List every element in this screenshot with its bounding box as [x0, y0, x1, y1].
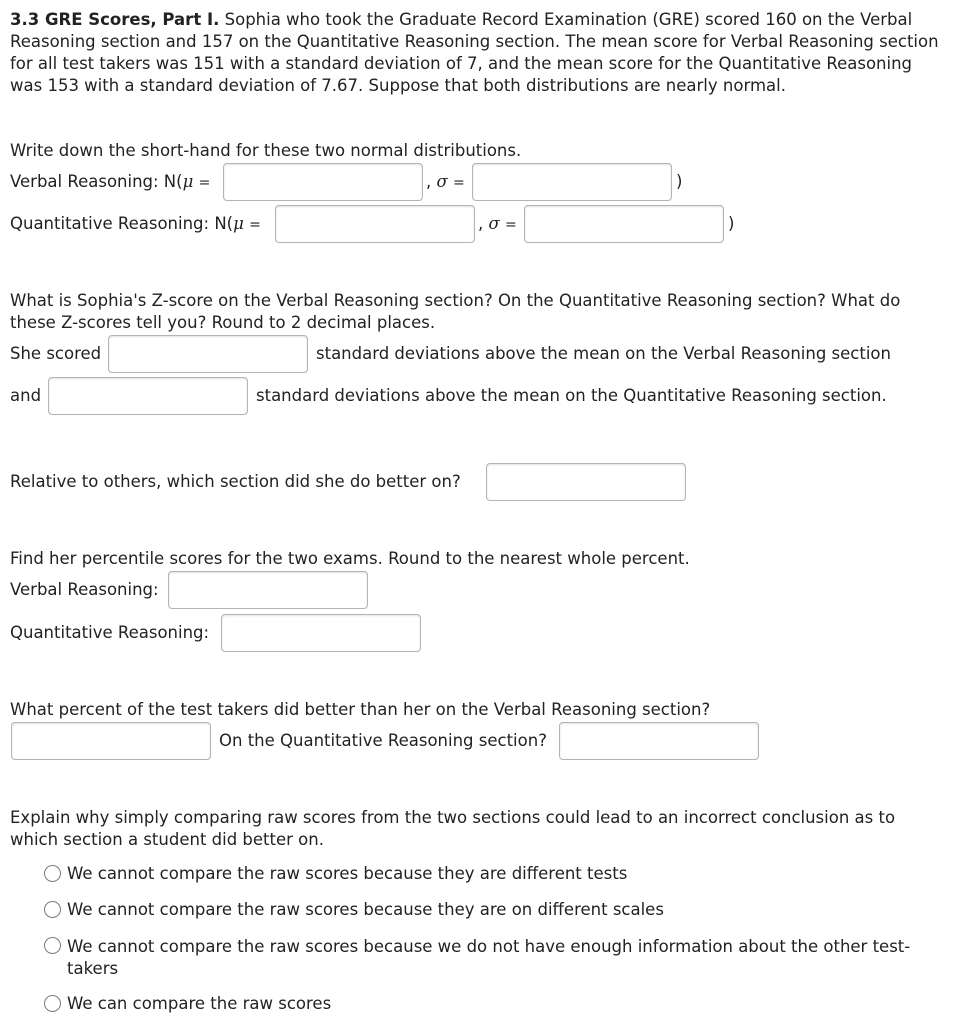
- radio-option-label[interactable]: We cannot compare the raw scores because we do not have enough information about the other test-takers: [67, 937, 911, 978]
- verbal-better-percent-input[interactable]: [11, 722, 211, 760]
- quant-mean-input[interactable]: [275, 205, 475, 243]
- quant-distribution-label: [10, 214, 261, 233]
- better-section-input[interactable]: [486, 463, 686, 501]
- radio-option-label[interactable]: We cannot compare the raw scores because they are on different scales: [67, 900, 664, 919]
- equals-sign: =: [198, 175, 211, 191]
- equals-sign: =: [453, 175, 465, 191]
- part6-prompt: Explain why simply comparing raw scores from the two sections could lead to an incorrect conclusion as to which section a student did better on.: [10, 808, 896, 849]
- close-paren: ): [676, 172, 683, 191]
- quant-n-label: Quantitative Reasoning: N(: [10, 214, 234, 233]
- quant-sd-input[interactable]: [524, 205, 724, 243]
- quant-percentile-label: Quantitative Reasoning:: [10, 623, 210, 642]
- quant-percentile-input[interactable]: [221, 614, 421, 652]
- verbal-sd-input[interactable]: [472, 163, 672, 201]
- mu-symbol: μ: [233, 214, 244, 233]
- mu-symbol: μ: [182, 172, 194, 191]
- quant-better-label: On the Quantitative Reasoning section?: [219, 731, 547, 750]
- she-scored-label: She scored: [10, 344, 102, 363]
- verbal-zscore-suffix: standard deviations above the mean on the Verbal Reasoning section: [316, 344, 891, 363]
- radio-option-label[interactable]: We cannot compare the raw scores because they are different tests: [67, 864, 628, 883]
- part2-prompt: What is Sophia's Z-score on the Verbal Reasoning section? On the Quantitative Reasoning section? What do these Z-scores tell you? Round to 2 decimal places.: [10, 291, 901, 332]
- radio-button[interactable]: [44, 937, 61, 954]
- verbal-percentile-input[interactable]: [168, 571, 368, 609]
- part1-prompt: Write down the short-hand for these two normal distributions.: [10, 141, 522, 160]
- problem-title: 3.3 GRE Scores, Part I.: [10, 10, 220, 29]
- radio-button[interactable]: [44, 901, 61, 918]
- radio-option-label[interactable]: We can compare the raw scores: [67, 994, 332, 1013]
- part4-prompt: Find her percentile scores for the two exams. Round to the nearest whole percent.: [10, 549, 690, 568]
- part5-prompt: What percent of the test takers did better than her on the Verbal Reasoning section?: [10, 700, 711, 719]
- comma: ,: [478, 214, 484, 233]
- verbal-mean-input[interactable]: [223, 163, 423, 201]
- quant-zscore-suffix: standard deviations above the mean on the Quantitative Reasoning section.: [256, 386, 887, 405]
- sigma-symbol: σ: [436, 172, 448, 191]
- verbal-percentile-label: Verbal Reasoning:: [10, 580, 159, 599]
- part3-prompt: Relative to others, which section did she do better on?: [10, 472, 461, 491]
- radio-button[interactable]: [44, 995, 61, 1012]
- verbal-distribution-label: [10, 172, 210, 191]
- quant-sigma-label: [478, 214, 517, 233]
- problem-intro: Sophia who took the Graduate Record Examination (GRE) scored 160 on the Verbal Reasoning section and 157 on the Quantitative Reasoning section. The mean score for Verbal Reasoning section for all test takers was 151 with a standard deviation of 7, and the mean score for the Quantitative Reasoning was 153 with a standard deviation of 7.67. Suppose that both distributions are nearly normal.: [10, 10, 939, 95]
- and-label: and: [10, 386, 42, 405]
- verbal-sigma-label: [426, 172, 465, 191]
- equals-sign: =: [505, 217, 517, 233]
- problem-statement: [10, 9, 940, 97]
- verbal-n-label: Verbal Reasoning: N(: [10, 172, 183, 191]
- equals-sign: =: [249, 217, 261, 233]
- sigma-symbol: σ: [488, 214, 500, 233]
- radio-button[interactable]: [44, 865, 61, 882]
- quant-better-percent-input[interactable]: [559, 722, 759, 760]
- verbal-zscore-input[interactable]: [108, 335, 308, 373]
- close-paren: ): [728, 214, 735, 233]
- comma: ,: [426, 172, 432, 191]
- quant-zscore-input[interactable]: [48, 377, 248, 415]
